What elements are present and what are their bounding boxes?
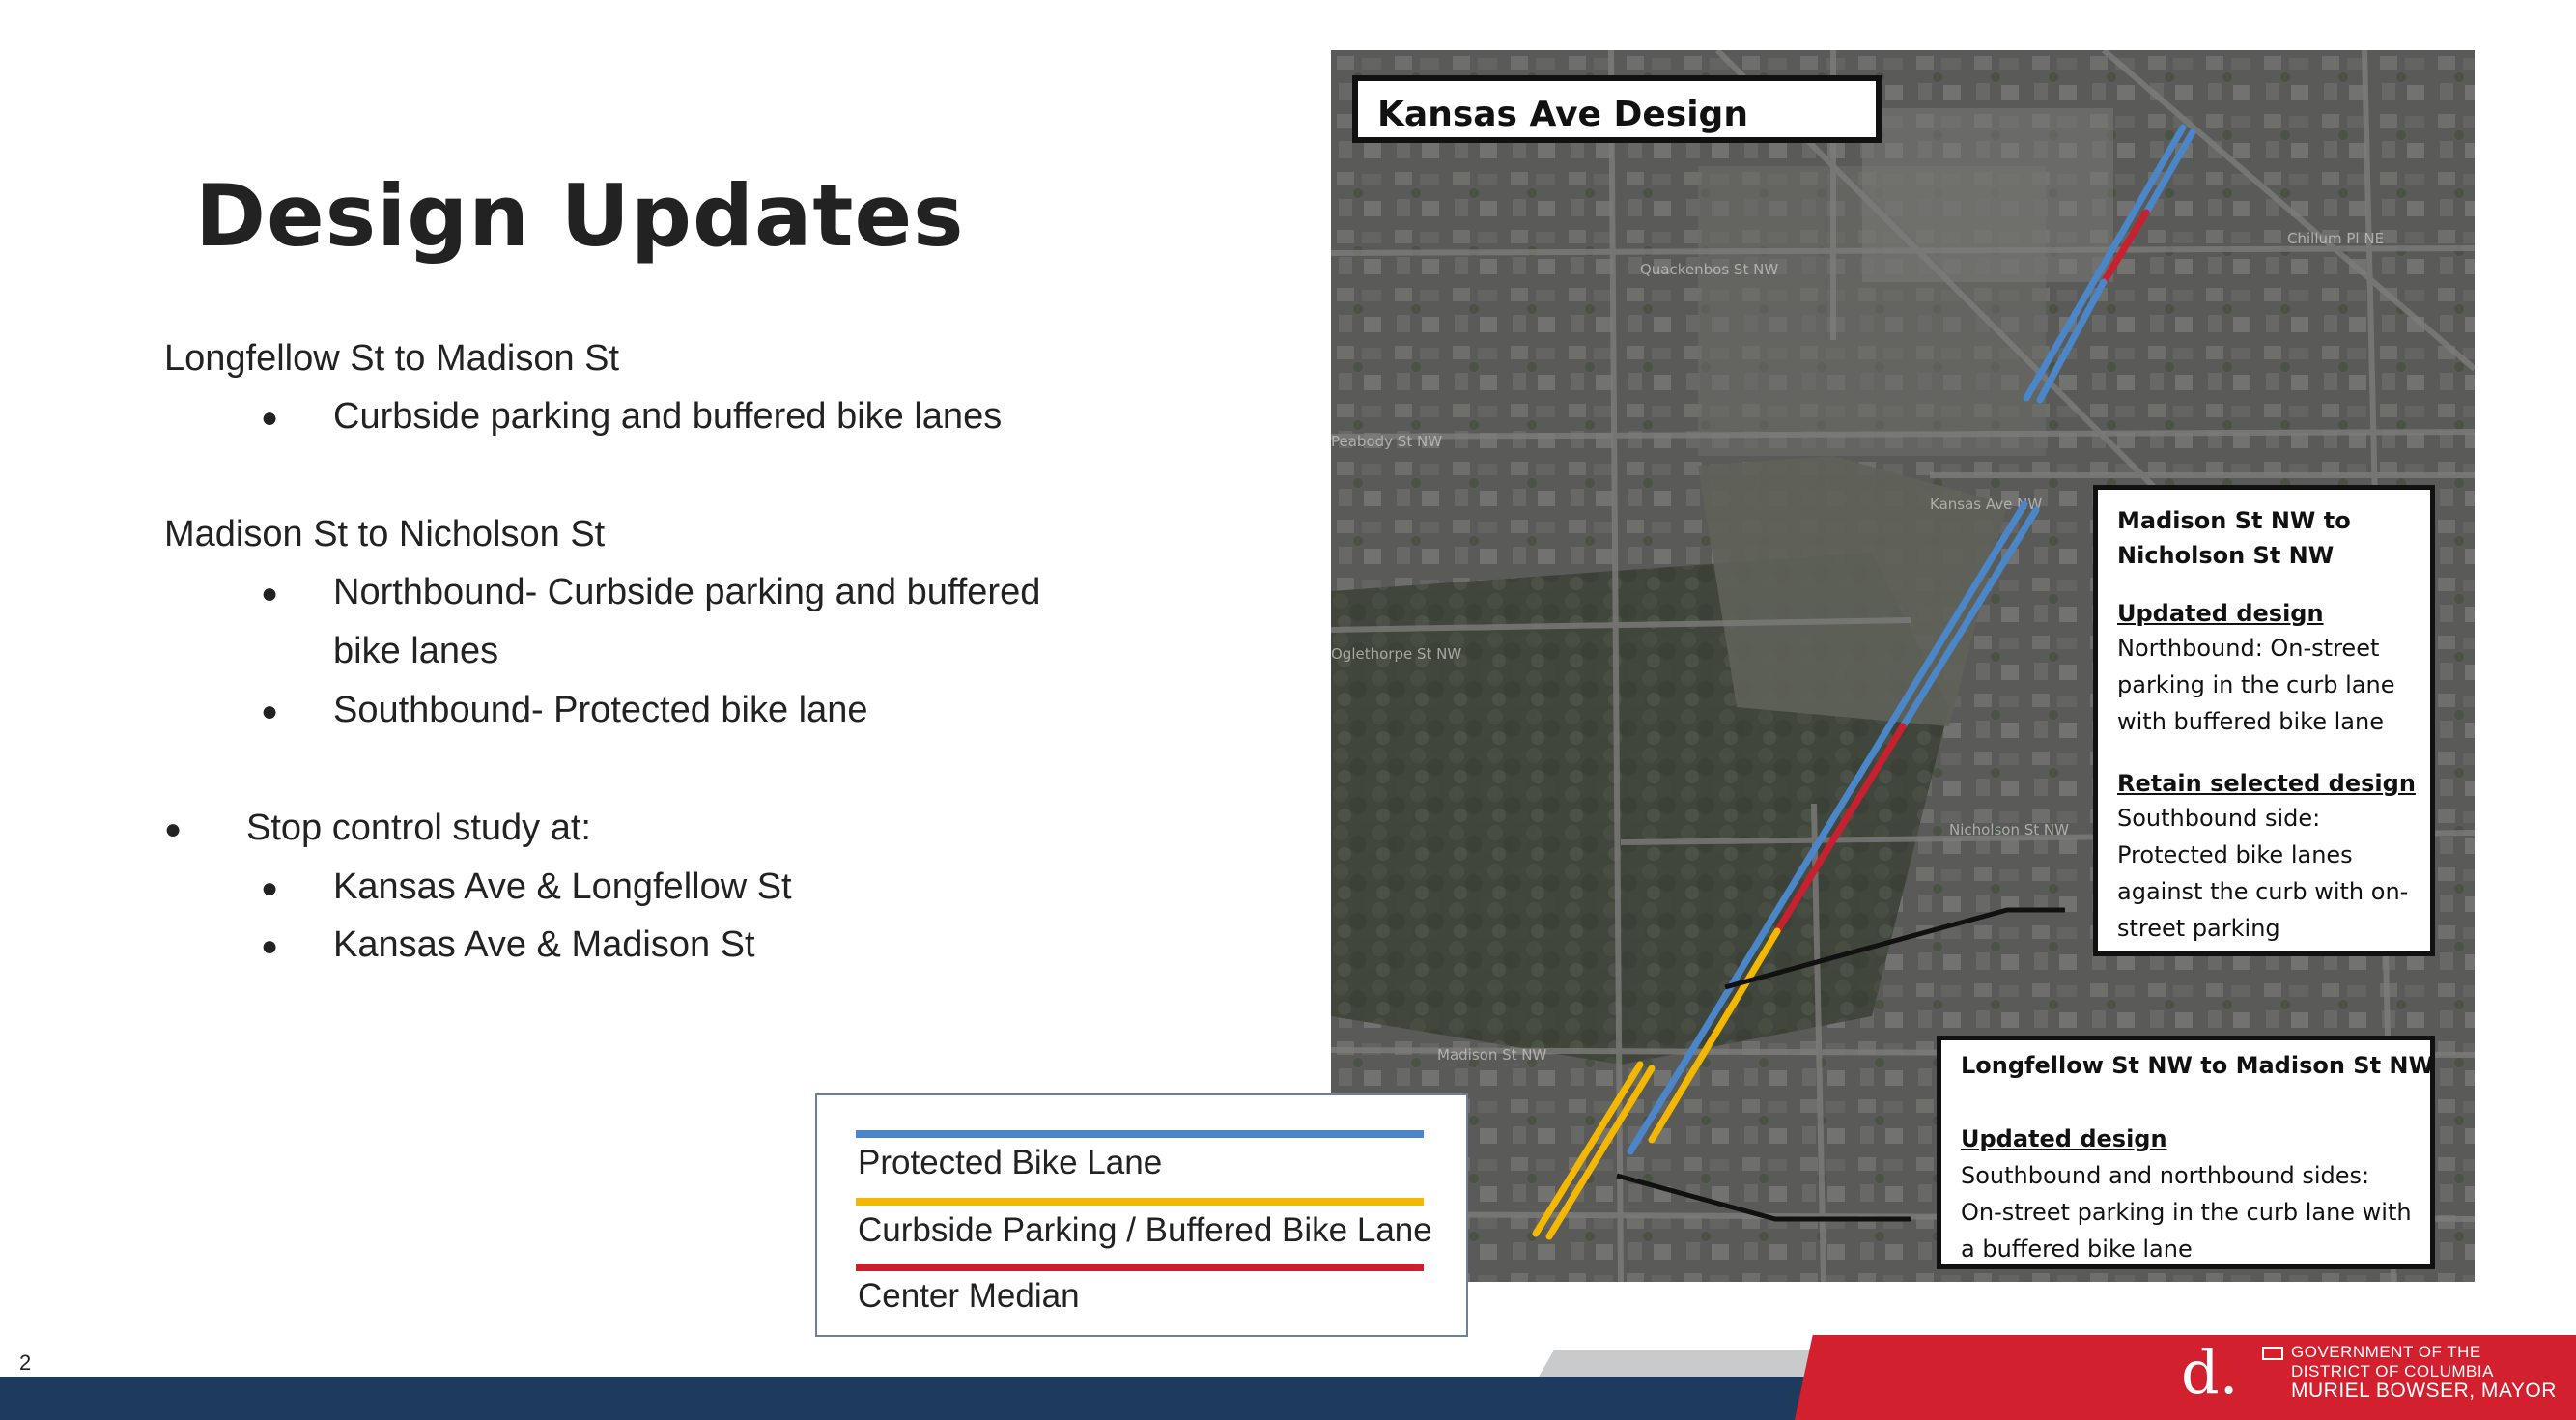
page-number: 2 xyxy=(19,1350,32,1375)
callout-text: Northbound: On-street xyxy=(2117,635,2380,662)
legend-label: Protected Bike Lane xyxy=(858,1144,1163,1181)
section1-heading: Longfellow St to Madison St xyxy=(164,338,620,379)
bullet-icon: ● xyxy=(261,402,279,434)
street-label: Chillum Pl NE xyxy=(2287,230,2385,247)
legend-swatch-parking xyxy=(856,1198,1424,1206)
gov-text: DISTRICT OF COLUMBIA xyxy=(2291,1362,2494,1380)
street-label: Quackenbos St NW xyxy=(1640,261,1779,278)
street-label: Peabody St NW xyxy=(1331,433,1443,450)
section2-item-cont: bike lanes xyxy=(333,631,499,671)
bullet-icon: ● xyxy=(261,872,279,904)
callout-madison-nicholson xyxy=(2093,485,2435,956)
slide-title: Design Updates xyxy=(195,166,965,266)
section2-item: Southbound- Protected bike lane xyxy=(333,690,868,730)
legend-swatch-protected xyxy=(856,1130,1424,1138)
callout-heading: Nicholson St NW xyxy=(2117,542,2335,569)
callout-text: Protected bike lanes xyxy=(2117,841,2353,868)
gov-text: MURIEL BOWSER, MAYOR xyxy=(2291,1379,2557,1402)
bullet-icon: ● xyxy=(261,930,279,962)
callout-updated-label: Updated design xyxy=(1961,1125,2167,1152)
callout-text: street parking xyxy=(2117,915,2280,942)
street-label: Kansas Ave NW xyxy=(1930,496,2043,513)
callout-heading: Longfellow St NW to Madison St NW xyxy=(1961,1052,2434,1079)
callout-text: Southbound and northbound sides: xyxy=(1961,1162,2370,1189)
street-label: Nicholson St NW xyxy=(1949,821,2069,838)
section3-item: Kansas Ave & Longfellow St xyxy=(333,866,792,907)
legend-swatch-median xyxy=(856,1264,1424,1271)
callout-text: a buffered bike lane xyxy=(1961,1235,2193,1263)
callout-text: with buffered bike lane xyxy=(2117,708,2384,735)
callout-retain-label: Retain selected design xyxy=(2117,770,2416,797)
callout-text: against the curb with on- xyxy=(2117,878,2409,905)
section3-item: Kansas Ave & Madison St xyxy=(333,924,755,965)
street-label: Oglethorpe St NW xyxy=(1331,645,1462,663)
section2-heading: Madison St to Nicholson St xyxy=(164,514,606,554)
legend-label: Curbside Parking / Buffered Bike Lane xyxy=(858,1211,1432,1249)
callout-longfellow-madison xyxy=(1937,1036,2435,1269)
bullet-icon: ● xyxy=(261,578,279,610)
callout-text: parking in the curb lane xyxy=(2117,671,2395,698)
map-legend xyxy=(815,1093,1468,1337)
section1-item: Curbside parking and buffered bike lanes xyxy=(333,396,1003,437)
callout-heading: Madison St NW to xyxy=(2117,507,2351,534)
section2-item: Northbound- Curbside parking and buffered xyxy=(333,572,1041,612)
flag-icon xyxy=(2262,1347,2283,1360)
bullet-icon: ● xyxy=(164,813,183,845)
footer-accent-gray xyxy=(1537,1350,1843,1379)
callout-text: On-street parking in the curb lane with xyxy=(1961,1199,2412,1226)
gov-text: GOVERNMENT OF THE xyxy=(2291,1343,2481,1361)
map-title-box xyxy=(1352,75,1882,143)
map-title: Kansas Ave Design xyxy=(1377,95,1748,134)
callout-text: Southbound side: xyxy=(2117,805,2321,832)
street-label: Madison St NW xyxy=(1437,1046,1547,1064)
section3-heading: Stop control study at: xyxy=(246,808,591,848)
legend-label: Center Median xyxy=(858,1277,1080,1315)
bullet-icon: ● xyxy=(261,696,279,727)
dc-logo: d. xyxy=(2181,1337,2239,1407)
callout-updated-label: Updated design xyxy=(2117,600,2324,627)
